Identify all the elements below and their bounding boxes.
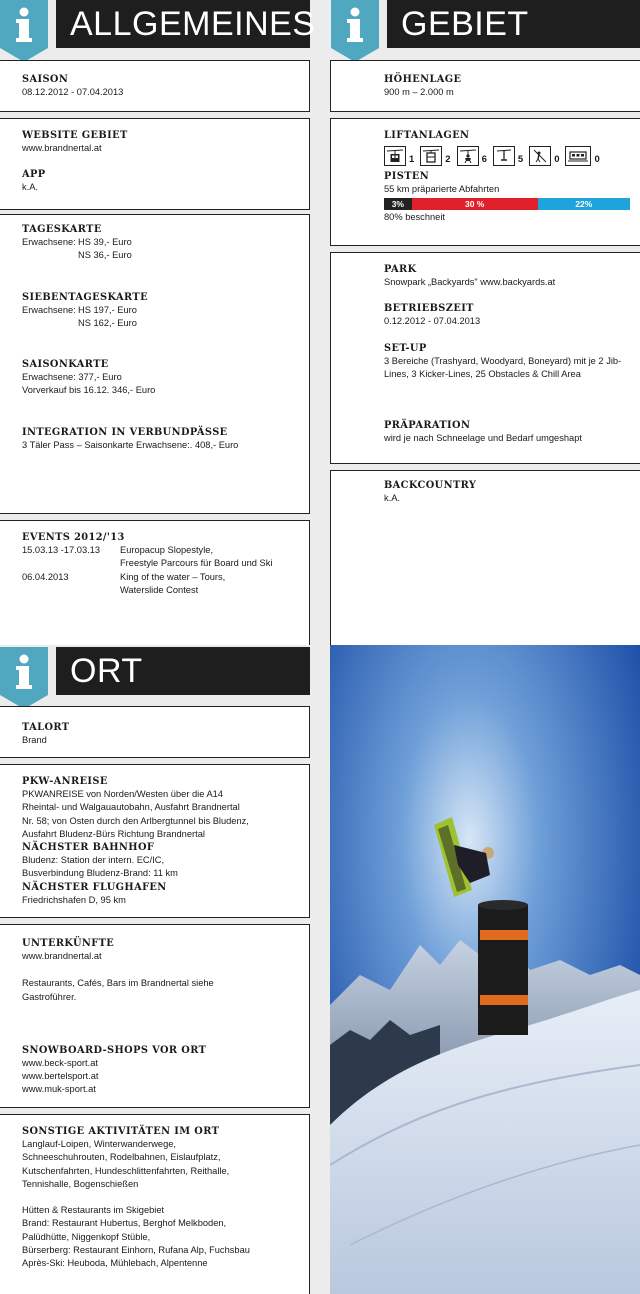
pisten-segment: 3%	[384, 198, 412, 210]
value-unterkuenfte: www.brandnertal.at	[22, 951, 102, 961]
tageskarte-hs: HS 39,- Euro	[78, 237, 132, 247]
label-events: EVENTS 2012/'13	[22, 532, 125, 543]
card-preise	[0, 214, 310, 514]
card-website	[0, 118, 310, 210]
aktiv-line: Tennishalle, Bogenschießen	[22, 1178, 139, 1189]
section-title-allgemeines: ALLGEMEINES	[56, 0, 310, 48]
sieben-erwachsene: Erwachsene:	[22, 304, 76, 315]
sieben-hs: HS 197,- Euro	[78, 304, 137, 315]
value-praeparation: wird je nach Schneelage und Bedarf umgeshapt	[384, 433, 582, 444]
header-ort	[0, 647, 310, 695]
label-verbund: INTEGRATION IN VERBUNDPÄSSE	[22, 426, 228, 438]
label-saisonkarte: SAISONKARTE	[22, 359, 109, 371]
card-talort	[0, 706, 310, 758]
label-bahnhof: NÄCHSTER BAHNHOF	[22, 842, 155, 854]
shop-item: www.bertelsport.at	[22, 1071, 99, 1082]
value-flughafen: Friedrichshafen D, 95 km	[22, 894, 126, 905]
pkw-line: Rheintal- und Walgauautobahn, Ausfahrt Brandnertal	[22, 802, 240, 813]
section-title-gebiet: GEBIET	[387, 0, 640, 48]
label-flughafen: NÄCHSTER FLUGHAFEN	[22, 881, 167, 893]
value-restaurants-1: Restaurants, Cafés, Bars im Brandnertal siehe	[22, 978, 214, 989]
card-anreise	[0, 764, 310, 918]
card-park	[330, 252, 640, 464]
tbar-lift-icon	[493, 146, 515, 166]
label-tageskarte: TAGESKARTE	[22, 224, 102, 235]
card-backcountry	[330, 470, 640, 645]
sieben-ns: NS 162,- Euro	[78, 317, 137, 328]
value-hoehenlage: 900 m – 2.000 m	[384, 87, 454, 97]
huetten-line: Après-Ski: Heuboda, Mühlebach, Alpentenne	[22, 1258, 208, 1269]
card-unterkuenfte	[0, 924, 310, 1108]
value-setup-2: Lines, 3 Kicker-Lines, 25 Obstacles & Chill Area	[384, 368, 581, 379]
label-hoehenlage: HÖHENLAGE	[384, 74, 462, 85]
value-talort: Brand	[22, 735, 47, 745]
card-saison	[0, 60, 310, 112]
saisonkarte-erwachsene: Erwachsene: 377,- Euro	[22, 372, 122, 383]
event-item: 15.03.13 -17.03.13 Europacup Slopestyle, Freestyle Parcours für Board und Ski	[22, 545, 273, 569]
value-app: k.A.	[22, 182, 39, 193]
label-pkw: PKW-ANREISE	[22, 776, 108, 787]
pkw-line: Nr. 58; von Osten durch den Arlbergtunnel bis Bludenz,	[22, 815, 249, 826]
value-saison: 08.12.2012 - 07.04.2013	[22, 87, 124, 97]
huetten-line: Bürserberg: Restaurant Einhorn, Rufana Alp, Fuchsbau	[22, 1245, 250, 1256]
tageskarte-erwachsene: Erwachsene:	[22, 237, 76, 247]
label-praeparation: PRÄPARATION	[384, 420, 471, 432]
pkw-line: Ausfahrt Bludenz-Bürs Richtung Brandnertal	[22, 828, 205, 839]
value-park: Snowpark „Backyards" www.backyards.at	[384, 277, 556, 287]
huetten-line: Palüdhütte, Niggenkopf Stüble,	[22, 1231, 151, 1242]
aktiv-line: Kutschenfahrten, Hundeschlittenfahrten, Reithalle,	[22, 1165, 230, 1176]
cable-car-icon	[420, 146, 442, 166]
card-aktivitaeten	[0, 1114, 310, 1294]
label-shops: SNOWBOARD-SHOPS VOR ORT	[22, 1044, 207, 1056]
value-verbund: 3 Täler Pass – Saisonkarte Erwachsene:. 408,- Euro	[22, 439, 239, 450]
aktiv-line: Langlauf-Loipen, Winterwanderwege,	[22, 1139, 177, 1149]
huetten-line: Brand: Restaurant Hubertus, Berghof Melkboden,	[22, 1218, 227, 1229]
pisten-segment: 30 %	[412, 198, 538, 210]
pisten-segment: 22%	[538, 198, 630, 210]
aktiv-line: Schneeschuhrouten, Rodelbahnen, Eislaufplatz,	[22, 1152, 221, 1163]
gondola-icon	[384, 146, 406, 166]
saisonkarte-vorverkauf: Vorverkauf bis 16.12. 346,- Euro	[22, 385, 156, 396]
value-beschneit: 80% beschneit	[384, 212, 445, 223]
header-allgemeines	[0, 0, 316, 48]
event-item: 06.04.2013 King of the water – Tours, Waterslide Contest	[22, 571, 226, 595]
label-aktivitaeten: SONSTIGE AKTIVITÄTEN IM ORT	[22, 1126, 220, 1137]
card-lifte-pisten	[330, 118, 640, 246]
label-unterkuenfte: UNTERKÜNFTE	[22, 938, 115, 949]
card-events	[0, 520, 310, 645]
label-app: APP	[22, 169, 46, 181]
info-icon	[0, 647, 48, 709]
shop-item: www.muk-sport.at	[22, 1084, 96, 1095]
lift-list: 1 2 6 5 0 0	[384, 146, 630, 166]
bahnhof-line: Busverbindung Bludenz-Brand: 11 km	[22, 868, 178, 879]
tageskarte-ns: NS 36,- Euro	[78, 250, 132, 261]
section-title-ort: ORT	[56, 647, 310, 695]
value-backcountry: k.A.	[384, 493, 401, 503]
value-pisten: 55 km präparierte Abfahrten	[384, 184, 500, 194]
value-setup-1: 3 Bereiche (Trashyard, Woodyard, Boneyard) mit je 2 Jib-	[384, 355, 622, 366]
label-website: WEBSITE GEBIET	[22, 130, 128, 141]
label-liftanlagen: LIFTANLAGEN	[384, 130, 470, 141]
pkw-line: PKWANREISE von Norden/Westen über die A14	[22, 789, 224, 799]
huetten-line: Hütten & Restaurants im Skigebiet	[22, 1205, 165, 1216]
value-restaurants-2: Gastroführer.	[22, 991, 77, 1002]
bahnhof-line: Bludenz: Station der intern. EC/IC,	[22, 855, 165, 866]
label-park: PARK	[384, 264, 417, 275]
value-betriebszeit: 0.12.2012 - 07.04.2013	[384, 316, 481, 327]
label-talort: TALORT	[22, 722, 70, 733]
label-pisten: PISTEN	[384, 171, 430, 182]
snowboard-photo	[330, 645, 640, 1294]
value-website: www.brandnertal.at	[22, 143, 102, 153]
shop-item: www.beck-sport.at	[22, 1057, 98, 1068]
card-hoehenlage	[330, 60, 640, 112]
label-siebentageskarte: SIEBENTAGESKARTE	[22, 291, 148, 303]
label-setup: SET-UP	[384, 342, 427, 354]
pisten-bar	[384, 198, 630, 210]
chairlift-icon	[457, 146, 479, 166]
info-icon	[331, 0, 379, 62]
drag-lift-icon	[529, 146, 551, 166]
railway-icon	[565, 146, 591, 166]
label-betriebszeit: BETRIEBSZEIT	[384, 303, 474, 315]
header-gebiet	[331, 0, 640, 48]
info-icon	[0, 0, 48, 62]
label-backcountry: BACKCOUNTRY	[384, 480, 477, 491]
label-saison: SAISON	[22, 74, 69, 85]
